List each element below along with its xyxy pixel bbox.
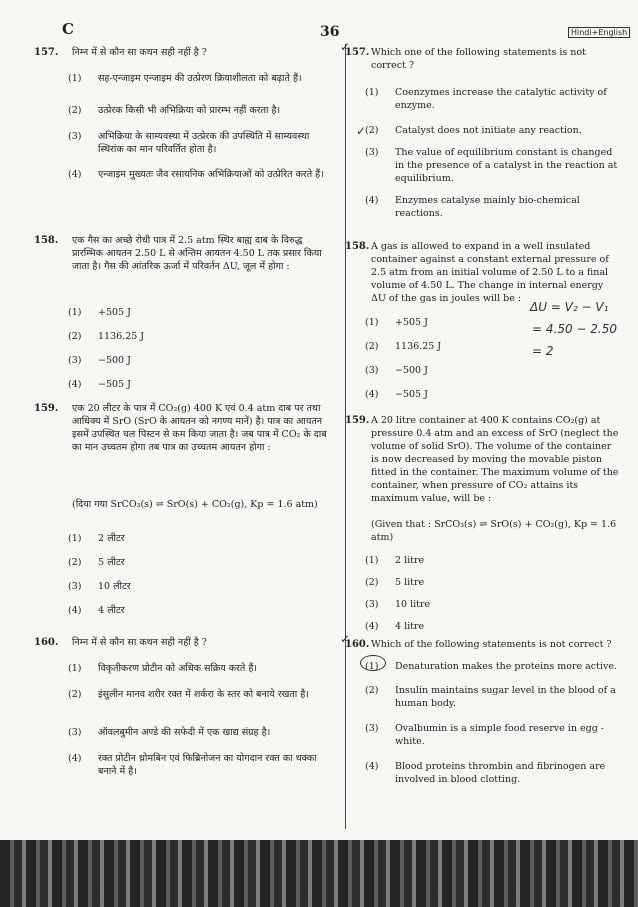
page-number: 36 bbox=[320, 24, 340, 40]
question-text: निम्न में से कौन सा कथन सही नहीं है ? bbox=[72, 47, 207, 58]
question-number: 158. bbox=[345, 241, 370, 252]
question-number: 159. bbox=[345, 415, 370, 426]
handwritten-note-3: = 2 bbox=[532, 344, 554, 358]
question-text: A 20 litre container at 400 K contains CO₂(g) at pressure 0.4 atm and an excess of SrO (neglect the volume of solid SrO). The volume of the container is now decreased by moving the movable piston fitted in the container. The maximum volume of the container, when pressure of CO₂ attains its maximum value, will be : bbox=[371, 415, 619, 504]
question-number: 158. bbox=[34, 235, 59, 246]
tick-mark-icon: ✓ bbox=[340, 40, 351, 54]
tick-mark-icon: ✓ bbox=[356, 124, 367, 138]
column-divider bbox=[345, 44, 346, 829]
question-text: A gas is allowed to expand in a well insulated container against a constant external pressure of 2.5 atm from an initial volume of 2.50 L to a final volume of 4.50 L. The change in internal energy ΔU of the gas in joules will be : bbox=[371, 241, 609, 304]
question-text: एक गैस का अच्छे रोधी पात्र में 2.5 atm स्थिर बाह्य दाब के विरुद्ध प्रारम्भिक आयतन 2.50 L से अन्तिम आयतन 4.50 L तक प्रसार किया जाता है। गैस की आंतरिक ऊर्जा में परिवर्तन ΔU, जूल में होगा : bbox=[72, 235, 322, 272]
question-text: Which one of the following statements is not correct ? bbox=[371, 47, 586, 71]
question-number: 157. bbox=[345, 47, 370, 58]
question-given: (दिया गया SrCO₃(s) ⇌ SrO(s) + CO₂(g), Kp = 1.6 atm) bbox=[72, 499, 318, 510]
language-badge: Hindi+English bbox=[568, 27, 630, 38]
section-letter: C bbox=[62, 20, 74, 38]
question-number: 159. bbox=[34, 403, 59, 414]
handwritten-note-2: = 4.50 − 2.50 bbox=[532, 322, 617, 336]
question-number: 160. bbox=[34, 637, 59, 648]
question-text: निम्न में से कौन सा कथन सही नहीं है ? bbox=[72, 637, 207, 648]
question-text: Which of the following statements is not correct ? bbox=[371, 639, 612, 650]
answer-circle-icon bbox=[360, 655, 386, 671]
question-number: 160. bbox=[345, 639, 370, 650]
question-text: एक 20 लीटर के पात्र में CO₂(g) 400 K एवं 0.4 atm दाब पर तथा आधिक्य में SrO (SrO के आयतन को नगण्य मानें) है। पात्र का आयतन इसमें उपस्थित चल पिस्टन से कम किया जाता है। जब पात्र में CO₂ के दाब का मान उच्चतम होगा तब पात्र का उच्चतम आयतन होगा : bbox=[72, 403, 327, 453]
question-number: 157. bbox=[34, 47, 59, 58]
tick-mark-icon: ✓ bbox=[340, 632, 351, 646]
exam-page: C 36 Hindi+English 157. निम्न में से कौन सा कथन सही नहीं है ? (1) सह-एन्जाइम एन्जाइम की उत्प्रेरण क्रियाशीलता को बढ़ाते हैं। (2) उत्प्रेरक किसी भी अभिक्रिया को प्रारम्भ नहीं करता है। (3) अभिक्रिया के साम्यवस्था में उत्प्रेरक की उपस्थिति में साम्यवस्था स्थिरांक का मान परिवर्तित होता है। (4) एन्जाइम मुख्यतः जैव रसायनिक अभिक्रियाओं को उत्प्रेरित करते हैं। 158. एक गैस का अच्छे रोधी पात्र में 2.5 atm स्थिर बाह्य दाब के विरुद्ध प्रारम्भिक आयतन 2.50 L से अन्तिम आयतन 4.50 L तक प्रसार किया जाता है। गैस की आंतरिक ऊर्जा में परिवर्तन ΔU, जूल में होगा : (1) +505 J (2) 1136.25 J (3) −500 J (4) −505 J 159. एक 20 लीटर के पात्र में CO₂(g) 400 K एवं 0.4 atm दाब पर तथा आधिक्य में SrO (SrO के आयतन को नगण्य मानें) है। पात्र का आयतन इसमें उपस्थित चल पिस्टन से कम किया जाता है। जब पात्र में CO₂ के दाब का मान उच्चतम होगा तब पात्र का उच्चतम आयतन होगा : (दिया गया SrCO₃(s) ⇌ SrO(s) + CO₂(g), Kp = 1.6 atm) (1) 2 लीटर (2) 5 लीटर (3) 10 लीटर (4) 4 लीटर 160. निम्न में से कौन सा कथन सही नहीं है ? (1) विकृतीकरण प्रोटीन को अधिक सक्रिय करते हैं। (2) इंसुलीन मानव शरीर रक्त में शर्करा के स्तर को बनाये रखता है। (3) ऑवलबुमीन अण्डे की सफेदी में एक खाद्य संग्रह है। (4) रक्त प्रोटीन थ्रोमबिन एवं फिब्रिनोजन का योगदान रक्त का थक्का बनाने में है। 157. Which one of the following statements is not correct ? (1) Coenzymes increase the catalytic activity of enzyme. (2) Catalyst does not initiate any reaction. (3) The value of equilibrium constant is changed in the presence of a catalyst in the reaction at equilibrium. (4) Enzymes catalyse mainly bio-chemical reactions. 158. A gas is allowed to expand in a well insulated container against a constant external pressure of 2.5 atm from an initial volume of 2.50 L to a final volume of 4.50 L. The change in internal energy ΔU of the gas in joules will be : (1) +505 J (2) 1136.25 J (3) −500 J (4) −505 J 159. A 20 litre container at 400 K contains CO₂(g) at pressure 0.4 atm and an excess of SrO (neglect the volume of solid SrO). The volume of the container is now decreased by moving the movable piston fitted in the container. The maximum volume of the container, when pressure of CO₂ attains its maximum value, will be : (Given that : SrCO₃(s) ⇌ SrO(s) + CO₂(g), Kp = 1.6 atm) (1) 2 litre (2) 5 litre (3) 10 litre (4) 4 litre 160. Which of the following statements is not correct ? (1) Denaturation makes the proteins more active. (2) Insulin maintains sugar level in the blood of a human body. (3) Ovalbumin is a simple food reserve in egg - white. (4) Blood proteins thrombin and fibrinogen are involved in blood clotting. ΔU = V₂ − V₁ = 4.50 − 2.50 = 2 ✓ ✓ ✓ bbox=[0, 0, 638, 907]
question-given: (Given that : SrCO₃(s) ⇌ SrO(s) + CO₂(g), Kp = 1.6 atm) bbox=[371, 519, 617, 543]
handwritten-note-1: ΔU = V₂ − V₁ bbox=[530, 300, 609, 314]
scan-footer-band bbox=[0, 840, 638, 907]
